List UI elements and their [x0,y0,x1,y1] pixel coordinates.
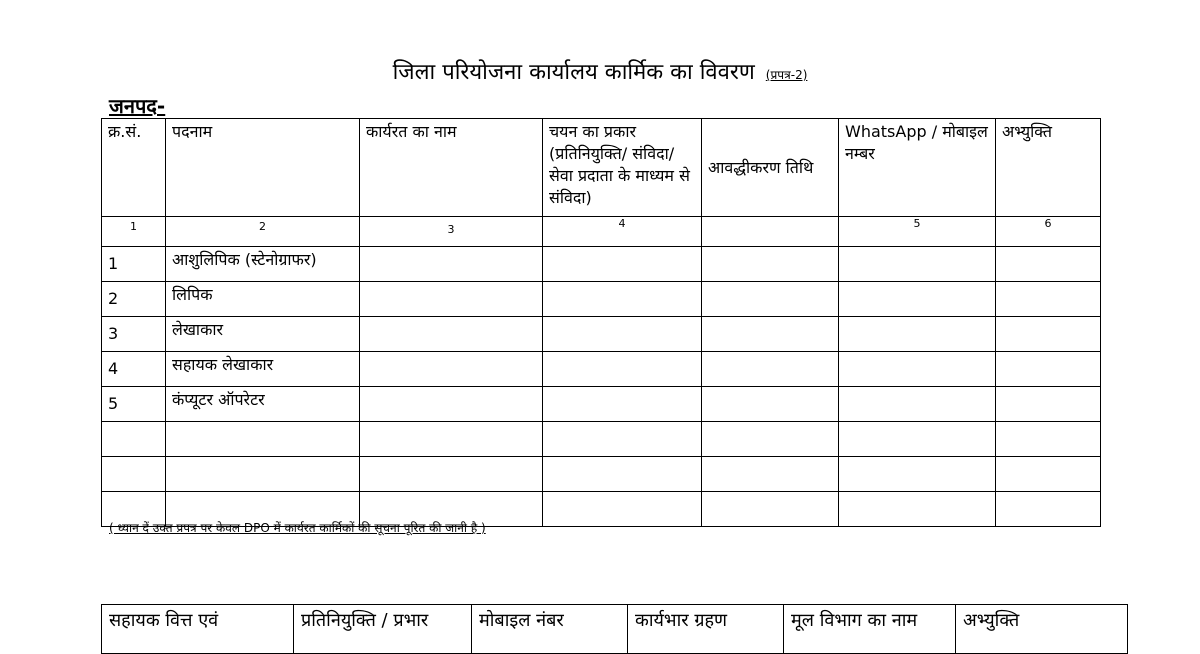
empty-cell [839,387,996,422]
empty-cell [702,492,839,527]
header-employee-name: कार्यरत का नाम [360,119,543,217]
empty-cell [543,352,702,387]
empty-cell [839,247,996,282]
empty-cell [702,457,839,492]
column-number: 6 [996,217,1101,247]
serial-cell: 4 [102,352,166,387]
column-number-row [102,217,1101,247]
table-row [102,247,1101,282]
table-row [102,387,1101,422]
post-cell: आशुलिपिक (स्टेनोग्राफर) [166,247,360,282]
table-row [102,422,1101,457]
table-row [102,282,1101,317]
empty-cell [702,387,839,422]
header-parent-department: मूल विभाग का नाम [784,605,956,654]
header-whatsapp-mobile: WhatsApp / मोबाइल नम्बर [839,119,996,217]
empty-cell [360,457,543,492]
empty-cell [543,387,702,422]
empty-cell [360,247,543,282]
empty-cell [996,282,1101,317]
empty-cell [996,387,1101,422]
empty-cell [839,457,996,492]
table-row [102,352,1101,387]
empty-cell [360,422,543,457]
empty-cell [702,317,839,352]
header-attachment-date: आवद्धीकरण तिथि [702,119,839,217]
empty-cell [839,352,996,387]
column-number: 2 [166,217,360,247]
serial-cell [102,422,166,457]
post-cell: लिपिक [166,282,360,317]
empty-cell [543,492,702,527]
empty-cell [702,422,839,457]
empty-cell [543,422,702,457]
empty-cell [996,317,1101,352]
empty-cell [702,352,839,387]
header-remarks: अभ्युक्ति [996,119,1101,217]
empty-cell [360,352,543,387]
empty-cell [543,457,702,492]
header-post: पदनाम [166,119,360,217]
post-cell [166,422,360,457]
serial-cell: 2 [102,282,166,317]
empty-cell [839,422,996,457]
header-serial: क्र.सं. [102,119,166,217]
post-cell: लेखाकार [166,317,360,352]
serial-cell [102,457,166,492]
header-finance-assistant: सहायक वित्त एवं [102,605,294,654]
column-number: 4 [543,217,702,247]
staff-details-table [101,118,1101,527]
empty-cell [996,492,1101,527]
post-cell: सहायक लेखाकार [166,352,360,387]
finance-assistant-table [101,604,1128,654]
empty-cell [839,282,996,317]
empty-cell [996,457,1101,492]
empty-cell [839,317,996,352]
header-selection-type: चयन का प्रकार (प्रतिनियुक्ति/ संविदा/ सेवा प्रदाता के माध्यम से संविदा) [543,119,702,217]
empty-cell [702,247,839,282]
table-header-row [102,119,1101,217]
empty-cell [839,492,996,527]
column-number: 5 [839,217,996,247]
empty-cell [996,352,1101,387]
form-title [0,58,1200,90]
post-cell [166,457,360,492]
footnote: ( ध्यान दें उक्त प्रपत्र पर केवल DPO में कार्यरत कार्मिकों की सूचना पूरित की जानी है ) [109,521,486,535]
empty-cell [543,282,702,317]
header-mobile-number: मोबाइल नंबर [472,605,628,654]
empty-cell [543,317,702,352]
empty-cell [702,282,839,317]
form-number: (प्रपत्र-2) [765,68,808,82]
header-remarks-2: अभ्युक्ति [956,605,1128,654]
form-title-text: जिला परियोजना कार्यालय कार्मिक का विवरण [392,60,755,85]
second-table-header-row [102,605,1128,654]
serial-cell: 1 [102,247,166,282]
empty-cell [360,282,543,317]
table-row [102,457,1101,492]
empty-cell [996,247,1101,282]
empty-cell [996,422,1101,457]
header-joining: कार्यभार ग्रहण [628,605,784,654]
serial-cell: 5 [102,387,166,422]
empty-cell [360,387,543,422]
column-number: 3 [360,217,543,247]
empty-cell [543,247,702,282]
column-number: 1 [102,217,166,247]
header-deputation-charge: प्रतिनियुक्ति / प्रभार [294,605,472,654]
district-label: जनपद- [109,94,166,118]
post-cell: कंप्यूटर ऑपरेटर [166,387,360,422]
empty-cell [360,317,543,352]
serial-cell: 3 [102,317,166,352]
column-number [702,217,839,247]
table-row [102,317,1101,352]
